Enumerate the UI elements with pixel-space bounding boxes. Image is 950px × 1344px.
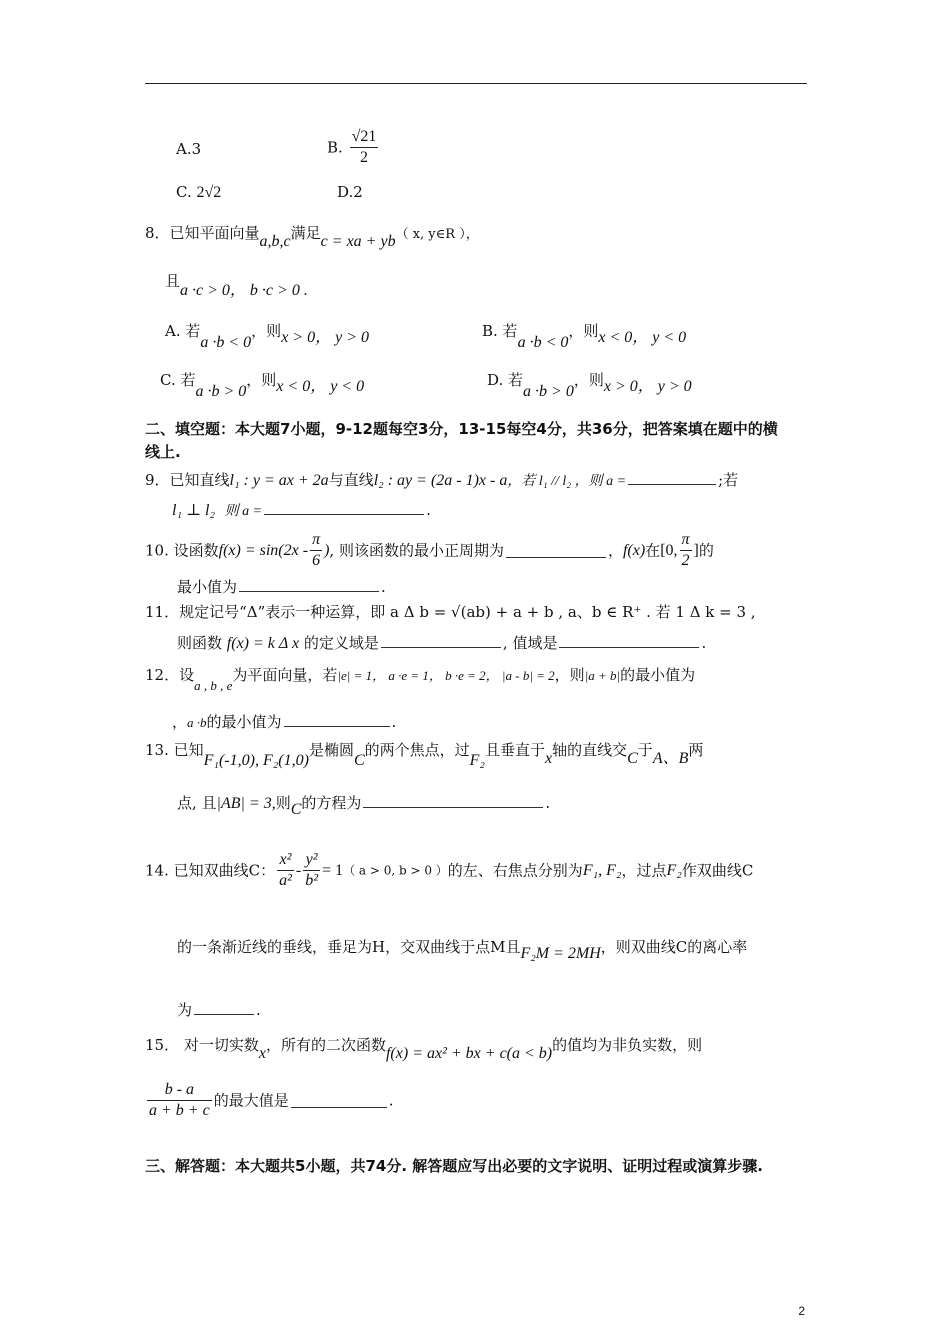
q8-option-b: B. 若a ·b < 0，则x < 0， y < 0 xyxy=(482,322,687,351)
q10-pi-over-6: $\frac{\pi}{6}$ xyxy=(312,531,321,569)
q9-blank-1[interactable] xyxy=(628,470,716,485)
q7-option-b-fraction: $\frac{√21}{2}$ xyxy=(351,128,377,166)
q8-stem: 8．已知平面向量a,b,c满足c = xa + yb（ x, y∈R ）， xyxy=(145,224,479,250)
q8-option-d: D. 若a ·b > 0，则x > 0， y > 0 xyxy=(487,371,692,400)
section3-heading: 三、解答题：本大题共5小题，共74分. 解答题应写出必要的文字说明、证明过程或演算步骤. xyxy=(145,1157,763,1175)
q15-line2: $\frac{b - a}{a + b + c}$ 的最大值是 . xyxy=(149,1081,394,1119)
q11-blank-domain[interactable] xyxy=(381,633,501,648)
q10-pi-over-2: $\frac{\pi}{2}$ xyxy=(681,531,690,569)
q14-line2: 的一条渐近线的垂线，垂足为H，交双曲线于点M且F₂M = 2MH，则双曲线C的离心率 xyxy=(177,938,748,962)
q11-line1: 11．规定记号“Δ”表示一种运算，即 a Δ b = √(ab) + a + b , a、b ∈ R⁺ . 若 1 Δ k = 3 , xyxy=(145,603,756,621)
q15-fraction: $\frac{b - a}{a + b + c}$ xyxy=(149,1081,210,1119)
q9-line2: l₁ ⊥ l₂ 则 a = . xyxy=(172,501,431,519)
q7-option-c: C. 2√2 xyxy=(176,183,222,201)
q12-blank-dot[interactable] xyxy=(284,712,390,727)
section2-heading-line1: 二、填空题：本大题7小题，9-12题每空3分，13-15每空4分，共36分，把答案填在题中的横 xyxy=(145,420,778,438)
q10-blank-min[interactable] xyxy=(239,577,379,592)
q10-line2: 最小值为 . xyxy=(177,578,386,596)
q9-line1: 9．已知直线l₁ : y = ax + 2a与直线l₂ : ay = (2a - 1)x - a，若 l₁ // l₂ ，则 a = ;若 xyxy=(145,471,739,489)
q14-y2-over-b2: $\frac{\text{y²}}{\text{b²}}$ xyxy=(305,851,319,889)
q15-blank-max[interactable] xyxy=(291,1093,387,1108)
q10-blank-period[interactable] xyxy=(506,543,606,558)
q12-line1: 12．设a , b , e为平面向量，若|e| = 1， a ·e = 1， b ·e = 2， |a - b| = 2，则|a + b|的最小值为 xyxy=(145,666,696,693)
q8-condition: 且a ·c > 0， b ·c > 0 . xyxy=(165,272,308,299)
q14-line1: 14. 已知双曲线C： $\frac{\text{x²}}{\text{a²}}$ - $\frac{\text{y²}}{\text{b²}}$ = 1（ a > 0, b > 0 ）的左、右焦点分别为F₁, F₂，过点F₂作双曲线C xyxy=(145,851,754,889)
q12-line2: ，a ·b的最小值为 . xyxy=(172,713,397,731)
q13-line2: 点, 且|AB| = 3,则C的方程为 . xyxy=(177,794,551,818)
q11-line2: 则函数 f(x) = k Δ x 的定义域是 , 值域是 . xyxy=(177,634,707,652)
q10-line1: 10. 设函数f(x) = sin(2x - $\frac{\pi}{6}$ ), 则该函数的最小正周期为 ，f(x)在[0, $\frac{\pi}{2}$ ]的 xyxy=(145,531,714,569)
q15-line1: 15． 对一切实数x，所有的二次函数f(x) = ax² + bx + c(a < b)的值均为非负实数，则 xyxy=(145,1036,703,1062)
q11-blank-range[interactable] xyxy=(559,633,699,648)
q7-option-a: A.3 xyxy=(176,140,202,158)
q14-blank-eccentricity[interactable] xyxy=(194,1000,254,1015)
top-rule xyxy=(145,83,807,84)
q14-x2-over-a2: $\frac{\text{x²}}{\text{a²}}$ xyxy=(279,851,292,889)
page-number: 2 xyxy=(798,1304,805,1318)
q7-option-d: D.2 xyxy=(337,183,363,201)
q13-line1: 13. 已知F₁(-1,0), F₂(1,0)是椭圆C的两个焦点，过F₂且垂直于x轴的直线交C于A、B两 xyxy=(145,741,704,769)
q7-option-b: B. $\frac{√21}{2}$ xyxy=(327,128,377,166)
q9-blank-2[interactable] xyxy=(264,500,424,515)
q8-option-c: C. 若a ·b > 0，则x < 0， y < 0 xyxy=(160,371,365,400)
q14-line3: 为 . xyxy=(177,1001,261,1019)
section2-heading-line2: 线上. xyxy=(145,443,181,461)
q13-blank-equation[interactable] xyxy=(363,793,543,808)
q8-option-a: A. 若a ·b < 0，则x > 0， y > 0 xyxy=(165,322,369,351)
